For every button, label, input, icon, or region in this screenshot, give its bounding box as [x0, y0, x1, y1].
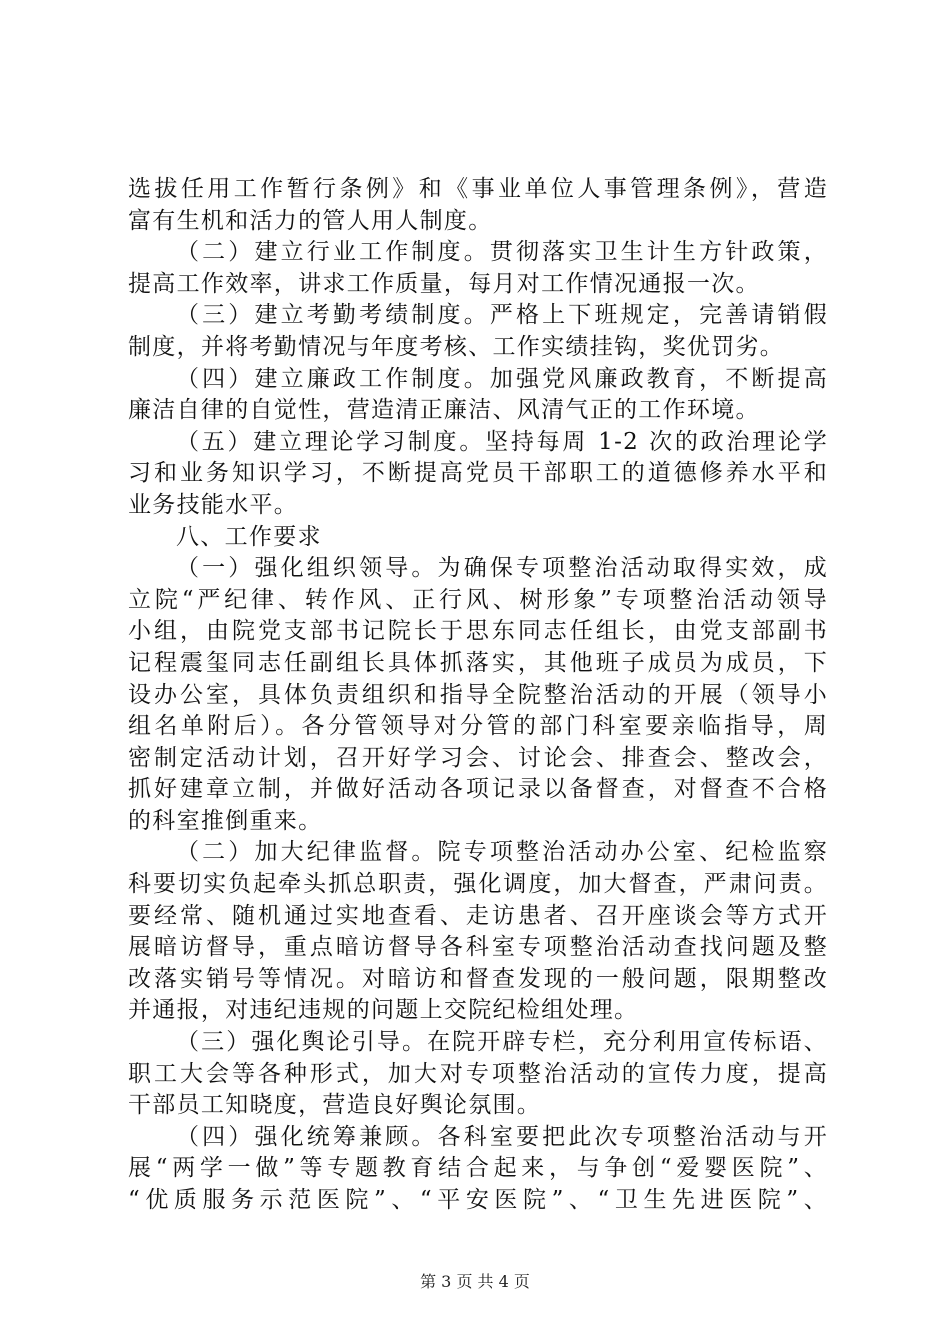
text-line: （三）强化舆论引导。在院开辟专栏，充分利用宣传标语、: [176, 1029, 828, 1056]
text-line: 展暗访督导，重点暗访督导各科室专项整治活动查找问题及整: [128, 934, 828, 961]
page-footer: 第 3 页 共 4 页: [420, 1272, 530, 1291]
text-line: 职工大会等各种形式，加大对专项整治活动的宣传力度，提高: [128, 1060, 828, 1087]
text-line: 要经常、随机通过实地查看、走访患者、召开座谈会等方式开: [128, 902, 828, 929]
text-line: 廉洁自律的自觉性，营造清正廉洁、风清气正的工作环境。: [128, 397, 760, 424]
text-line: 小组，由院党支部书记院长于思东同志任组长，由党支部副书: [128, 618, 828, 645]
text-line: “优质服务示范医院”、“平安医院”、“卫生先进医院”、: [128, 1187, 828, 1213]
text-line: 干部员工知晓度，营造良好舆论氛围。: [128, 1092, 542, 1119]
text-line: 习和业务知识学习，不断提高党员干部职工的道德修养水平和: [128, 460, 828, 487]
text-line: 的科室推倒重来。: [128, 807, 323, 834]
text-line: 富有生机和活力的管人用人制度。: [128, 207, 493, 234]
text-line: 八、工作要求: [176, 523, 322, 550]
text-line: 展“两学一做”等专题教育结合起来，与争创“爱婴医院”、: [128, 1155, 828, 1182]
text-line: 立院“严纪律、转作风、正行风、树形象”专项整治活动领导: [128, 586, 828, 613]
text-line: （三）建立考勤考绩制度。严格上下班规定，完善请销假: [176, 302, 828, 329]
text-line: （二）建立行业工作制度。贯彻落实卫生计生方针政策，: [176, 239, 828, 266]
text-line: 抓好建章立制，并做好活动各项记录以备督查，对督查不合格: [128, 776, 828, 803]
text-line: （四）建立廉政工作制度。加强党风廉政教育，不断提高: [176, 365, 828, 392]
text-line: （五）建立理论学习制度。坚持每周 1-2 次的政治理论学: [176, 428, 828, 455]
text-line: 制度，并将考勤情况与年度考核、工作实绩挂钩，奖优罚劣。: [128, 333, 785, 360]
text-line: 设办公室，具体负责组织和指导全院整治活动的开展（领导小: [128, 681, 828, 708]
text-line: （二）加大纪律监督。院专项整治活动办公室、纪检监察: [176, 839, 828, 866]
document-body: [128, 174, 828, 1217]
text-line: 记程震玺同志任副组长具体抓落实，其他班子成员为成员，下: [128, 649, 828, 676]
text-line: 选拔任用工作暂行条例》和《事业单位人事管理条例》，营造: [128, 176, 828, 202]
text-line: 改落实销号等情况。对暗访和督查发现的一般问题，限期整改: [128, 965, 828, 992]
text-line: （一）强化组织领导。为确保专项整治活动取得实效，成: [176, 555, 828, 582]
text-line: （四）强化统筹兼顾。各科室要把此次专项整治活动与开: [176, 1123, 828, 1150]
text-line: 业务技能水平。: [128, 491, 299, 518]
text-line: 密制定活动计划，召开好学习会、讨论会、排查会、整改会，: [128, 744, 828, 771]
text-line: 组名单附后）。各分管领导对分管的部门科室要亲临指导，周: [128, 713, 828, 740]
text-line: 科要切实负起牵头抓总职责，强化调度，加大督查，严肃问责。: [128, 871, 828, 898]
text-line: 并通报，对违纪违规的问题上交院纪检组处理。: [128, 997, 639, 1024]
text-line: 提高工作效率，讲求工作质量，每月对工作情况通报一次。: [128, 270, 760, 297]
